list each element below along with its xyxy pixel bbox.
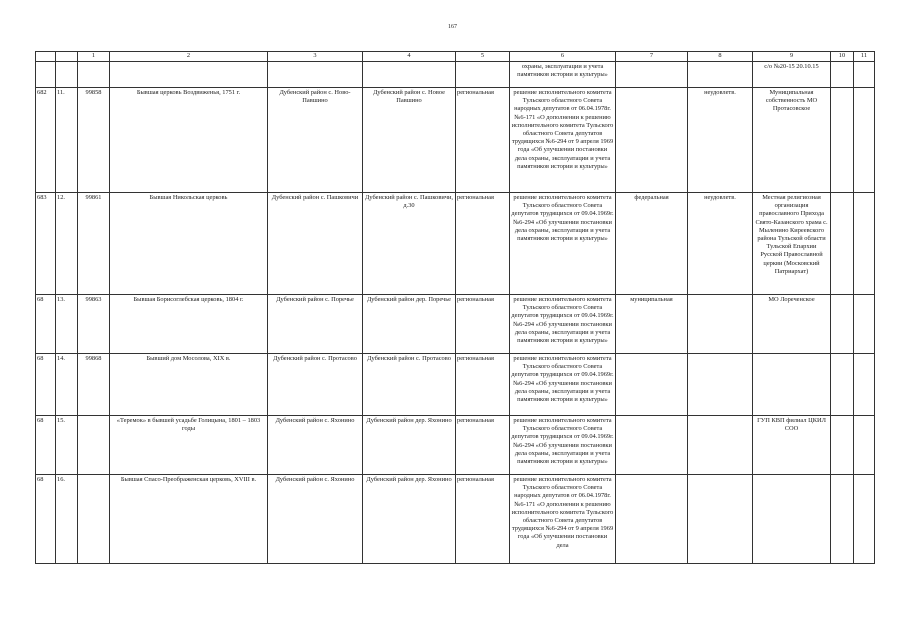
object-code: 99868	[78, 354, 110, 416]
col-11-cell	[854, 295, 875, 354]
historic-address: Дубенский район с. Яхонино	[268, 475, 363, 564]
object-code: 99863	[78, 295, 110, 354]
owner-user	[753, 475, 831, 564]
col-10-cell	[831, 88, 854, 193]
header-col-7: 7	[616, 52, 688, 62]
protection-category: региональная	[456, 295, 510, 354]
row-index: 13.	[56, 295, 78, 354]
row-index: 15.	[56, 416, 78, 475]
header-col-9: 9	[753, 52, 831, 62]
table-row	[36, 354, 875, 416]
continuation-decision-text: охраны, эксплуатации и учета памятников истории и культуры»	[510, 62, 616, 88]
protection-category: региональная	[456, 354, 510, 416]
col-10-cell	[831, 475, 854, 564]
page-number: 167	[448, 24, 457, 30]
header-col-1: 1	[78, 52, 110, 62]
condition-status	[688, 354, 753, 416]
historic-address: Дубенский район с. Поречье	[268, 295, 363, 354]
condition-status	[688, 295, 753, 354]
protection-category: региональная	[456, 475, 510, 564]
header-col-2: 2	[110, 52, 268, 62]
current-address: Дубенский район дер. Поречье	[363, 295, 456, 354]
decision-document: решение исполнительного комитета Тульского областного Совета депутатов трудящихся от 09.04.1969г. №6-294 «Об улучшении постановки дела охраны, эксплуатации и учета памятников истории и культуры»	[510, 193, 616, 295]
ownership-type: федеральная	[616, 193, 688, 295]
header-col-3: 3	[268, 52, 363, 62]
header-col-5: 5	[456, 52, 510, 62]
header-col-6: 6	[510, 52, 616, 62]
object-code	[78, 416, 110, 475]
historic-address: Дубенский район с. Яхонино	[268, 416, 363, 475]
condition-status: неудовлетв.	[688, 88, 753, 193]
col-10-cell	[831, 295, 854, 354]
table-row	[36, 193, 875, 295]
object-name: Бывшая Спасо-Преображенская церковь, XVIII в.	[110, 475, 268, 564]
column-number-header	[36, 52, 875, 62]
object-name: Бывший дом Мосолова, XIX в.	[110, 354, 268, 416]
object-code: 99861	[78, 193, 110, 295]
protection-category: региональная	[456, 88, 510, 193]
row-number: 68	[36, 416, 56, 475]
col-10-cell	[831, 354, 854, 416]
decision-document: решение исполнительного комитета Тульского областного Совета народных депутатов от 06.04.1978г. №6-171 «О дополнении к решению исполнительного комитета Тульского областного Совета депутатов трудящихся №6-294 от 9 апреля 1969 года «Об улучшении постановки дела охраны, эксплуатации и учета памятников истории и культуры»	[510, 88, 616, 193]
object-name: «Теремок» в бывшей усадьбе Голицына, 1801 – 1803 годы	[110, 416, 268, 475]
protection-category: региональная	[456, 193, 510, 295]
owner-user: Местная религиозная организация православного Прихода Свято-Казанского храма с. Мыленино Киреевского района Тульской области Тульской Епархии Русской Православной церкви (Московский Патриархат)	[753, 193, 831, 295]
col-11-cell	[854, 475, 875, 564]
header-blank-b	[56, 52, 78, 62]
table-row	[36, 88, 875, 193]
col-10-cell	[831, 193, 854, 295]
decision-document: решение исполнительного комитета Тульского областного Совета народных депутатов от 06.04.1978г. №6-171 «О дополнении к решению исполнительного комитета Тульского областного Совета депутатов трудящихся №6-294 от 9 апреля 1969 года «Об улучшении постановки дела	[510, 475, 616, 564]
object-name: Бывшая Борисоглебская церковь, 1804 г.	[110, 295, 268, 354]
object-code: 99858	[78, 88, 110, 193]
condition-status: неудовлетв.	[688, 193, 753, 295]
header-col-10: 10	[831, 52, 854, 62]
row-index: 16.	[56, 475, 78, 564]
row-number: 682	[36, 88, 56, 193]
decision-document: решение исполнительного комитета Тульского областного Совета депутатов трудящихся от 09.04.1969г. №6-294 «Об улучшении постановки дела охраны, эксплуатации и учета памятников истории и культуры»	[510, 354, 616, 416]
header-col-4: 4	[363, 52, 456, 62]
current-address: Дубенский район с. Пашковичи, д.30	[363, 193, 456, 295]
object-name: Бывшая Никольская церковь	[110, 193, 268, 295]
ownership-type	[616, 475, 688, 564]
historic-address: Дубенский район с. Протасово	[268, 354, 363, 416]
ownership-type	[616, 416, 688, 475]
ownership-type	[616, 88, 688, 193]
table-row	[36, 475, 875, 564]
col-11-cell	[854, 88, 875, 193]
header-col-8: 8	[688, 52, 753, 62]
owner-user	[753, 354, 831, 416]
row-number: 68	[36, 354, 56, 416]
historic-address: Дубенский район с. Ново-Павшино	[268, 88, 363, 193]
current-address: Дубенский район с. Новое Павшино	[363, 88, 456, 193]
col-11-cell	[854, 354, 875, 416]
ownership-type: муниципальная	[616, 295, 688, 354]
ownership-type	[616, 354, 688, 416]
object-code	[78, 475, 110, 564]
condition-status	[688, 416, 753, 475]
heritage-register-table	[35, 51, 875, 564]
table-row	[36, 416, 875, 475]
current-address: Дубенский район с. Протасово	[363, 354, 456, 416]
owner-user: Муниципальная собственность МО Протасовское	[753, 88, 831, 193]
row-number: 683	[36, 193, 56, 295]
condition-status	[688, 475, 753, 564]
current-address: Дубенский район дер. Яхонино	[363, 475, 456, 564]
col-11-cell	[854, 193, 875, 295]
owner-user: МО Лореченское	[753, 295, 831, 354]
col-11-cell	[854, 416, 875, 475]
row-index: 14.	[56, 354, 78, 416]
decision-document: решение исполнительного комитета Тульского областного Совета депутатов трудящихся от 09.04.1969г. №6-294 «Об улучшении постановки дела охраны, эксплуатации и учета памятников истории и культуры»	[510, 416, 616, 475]
continuation-row	[36, 62, 875, 88]
col-10-cell	[831, 416, 854, 475]
continuation-owner-note: с/о №20-15 20.10.15	[753, 62, 831, 88]
row-number: 68	[36, 475, 56, 564]
historic-address: Дубенский район с. Пашковичи	[268, 193, 363, 295]
row-index: 11.	[56, 88, 78, 193]
current-address: Дубенский район дер. Яхонино	[363, 416, 456, 475]
object-name: Бывшая церковь Воздвиженья, 1751 г.	[110, 88, 268, 193]
decision-document: решение исполнительного комитета Тульского областного Совета депутатов трудящихся от 09.04.1969г. №6-294 «Об улучшении постановки дела охраны, эксплуатации и учета памятников истории и культуры»	[510, 295, 616, 354]
row-index: 12.	[56, 193, 78, 295]
header-col-11: 11	[854, 52, 875, 62]
row-number: 68	[36, 295, 56, 354]
owner-user: ГУП КВП филиал ЦКИЛ СОО	[753, 416, 831, 475]
table-row	[36, 295, 875, 354]
protection-category: региональная	[456, 416, 510, 475]
header-blank-a	[36, 52, 56, 62]
